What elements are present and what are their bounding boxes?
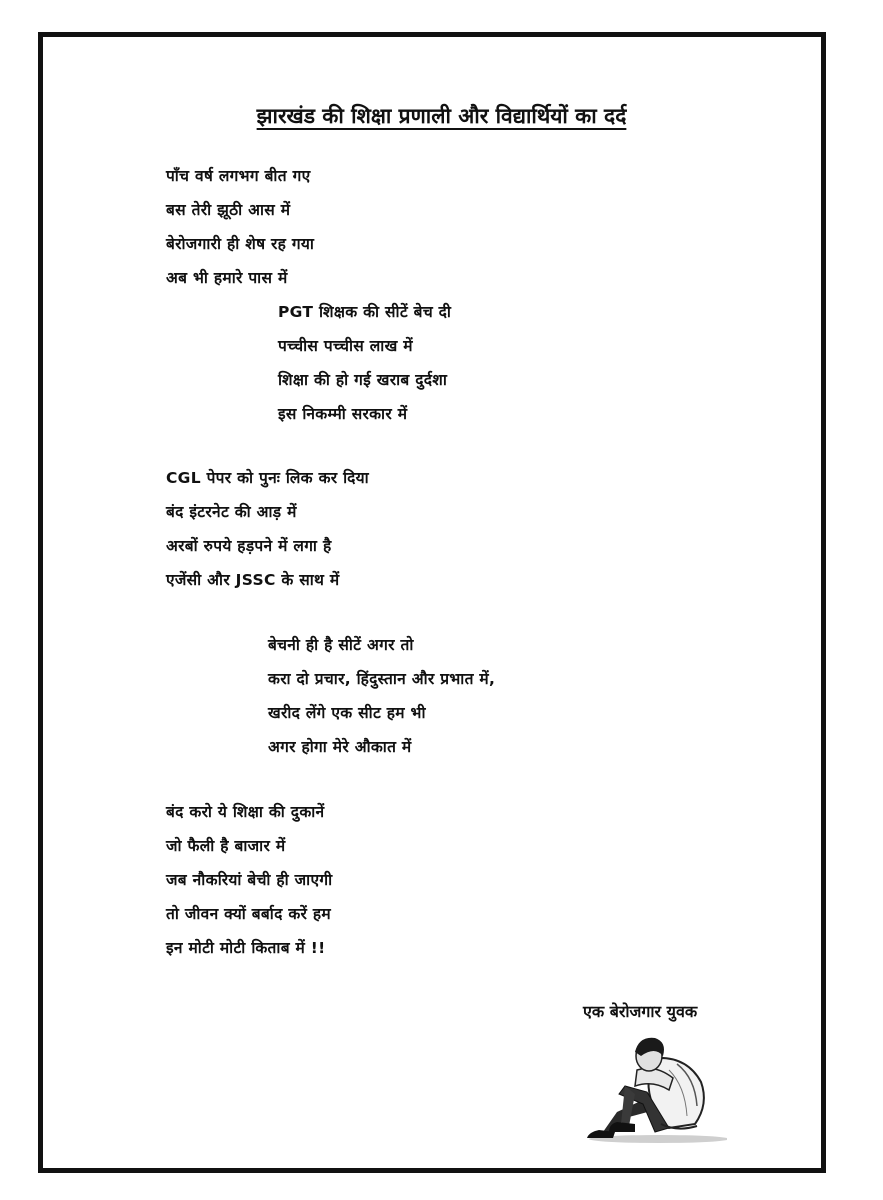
poem-line: बेरोजगारी ही शेष रह गया: [166, 235, 315, 253]
poem-line: इस निकम्मी सरकार में: [278, 405, 408, 423]
poem-line: करा दो प्रचार, हिंदुस्तान और प्रभात में,: [268, 670, 496, 688]
poem-line: एजेंसी और JSSC के साथ में: [166, 571, 340, 589]
poem-line: पाँच वर्ष लगभग बीत गए: [166, 167, 311, 185]
poem-line: खरीद लेंगे एक सीट हम भी: [268, 704, 426, 722]
poem-line: तो जीवन क्यों बर्बाद करें हम: [166, 905, 331, 923]
sad-sitting-man-icon: [577, 1020, 727, 1145]
poem-line: बेचनी ही है सीटें अगर तो: [268, 636, 414, 654]
poem-line: बंद इंटरनेट की आड़ में: [166, 503, 297, 521]
poem-line: जब नौकरियां बेची ही जाएगी: [166, 871, 333, 889]
poem-line: CGL पेपर को पुनः लिक कर दिया: [166, 469, 369, 487]
poem-line: जो फैली है बाजार में: [166, 837, 286, 855]
poem-title: झारखंड की शिक्षा प्रणाली और विद्यार्थियों का दर्द: [256, 104, 627, 128]
poem-line: बस तेरी झूठी आस में: [166, 201, 291, 219]
poem-line: अब भी हमारे पास में: [166, 269, 288, 287]
author-signature: एक बेरोजगार युवक: [583, 1002, 698, 1021]
poem-line: अगर होगा मेरे औकात में: [268, 738, 412, 756]
page-border: [38, 32, 826, 1173]
poem-line: शिक्षा की हो गई खराब दुर्दशा: [278, 371, 448, 389]
poem-line: PGT शिक्षक की सीटें बेच दी: [278, 303, 452, 321]
poem-line: अरबों रुपये हड़पने में लगा है: [166, 537, 332, 555]
poem-line: इन मोटी मोटी किताब में !!: [166, 939, 326, 957]
poem-line: बंद करो ये शिक्षा की दुकानें: [166, 803, 325, 821]
poem-line: पच्चीस पच्चीस लाख में: [278, 337, 413, 355]
